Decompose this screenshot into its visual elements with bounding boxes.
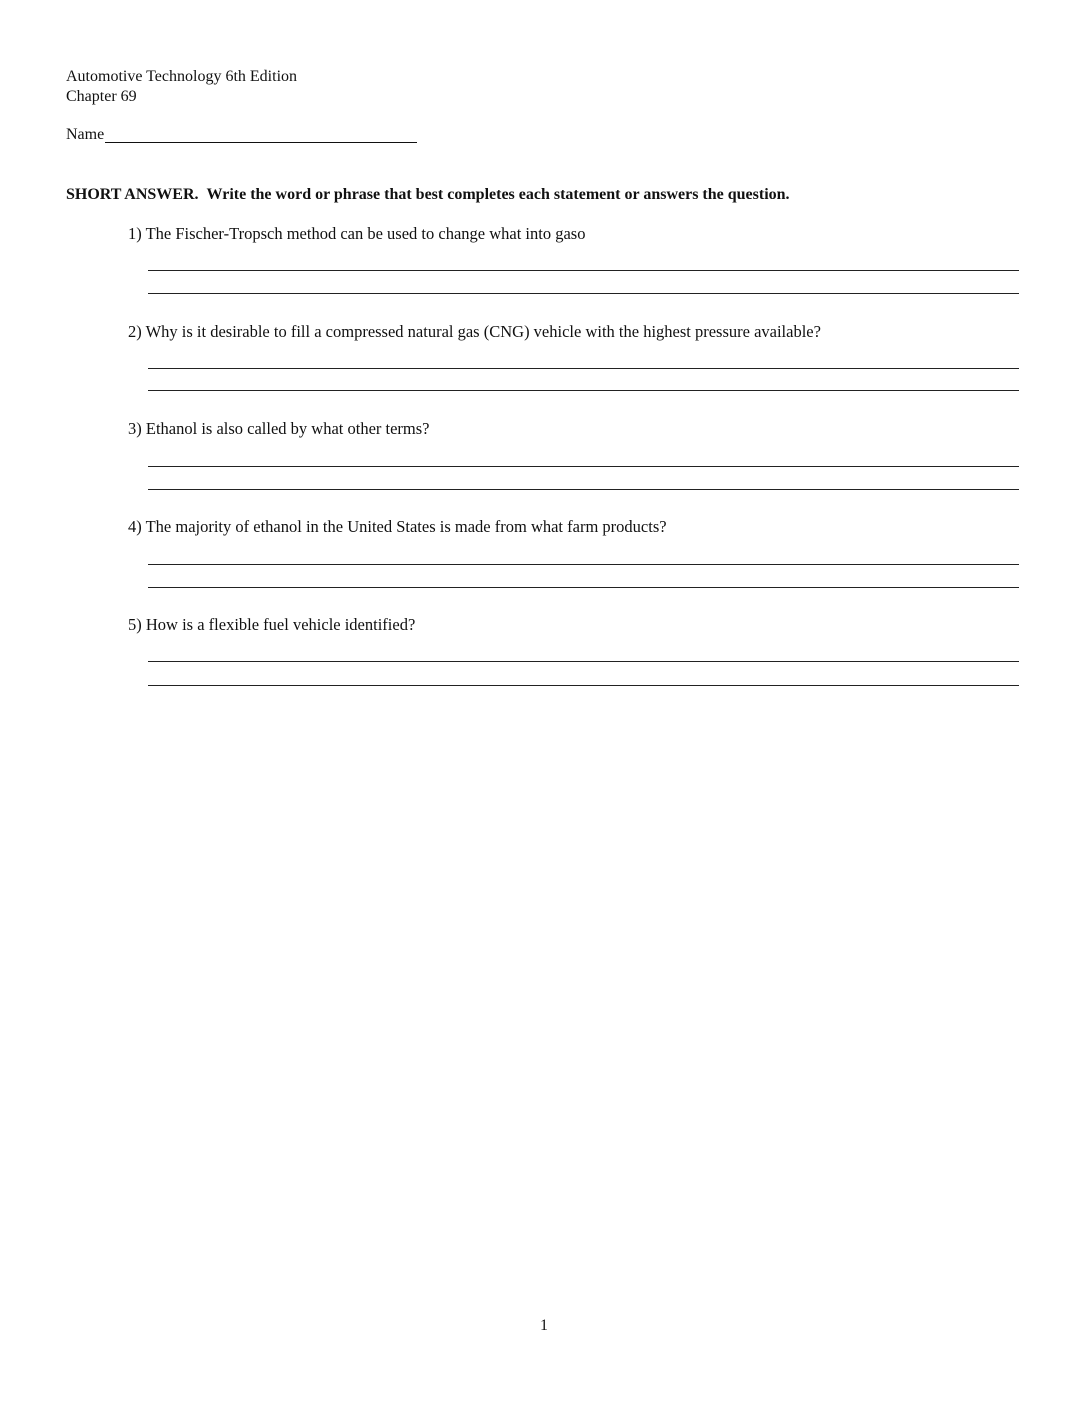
answer-line-2a[interactable] (148, 368, 1019, 369)
question-4 (128, 517, 667, 537)
document-title: Automotive Technology 6th Edition (66, 68, 298, 85)
page-number: 1 (540, 1317, 548, 1334)
answer-line-5b[interactable] (148, 685, 1019, 686)
answer-line-5a[interactable] (148, 661, 1019, 662)
answer-line-4b[interactable] (148, 587, 1019, 588)
answer-line-4a[interactable] (148, 564, 1019, 565)
chapter-label: Chapter 69 (66, 88, 137, 105)
question-text: How is a flexible fuel vehicle identified? (145, 615, 416, 634)
instructions-text: Write the word or phrase that best completes each statement or answers the question. (206, 186, 790, 203)
question-text: The majority of ethanol in the United States is made from what farm products? (145, 517, 667, 536)
question-number: 3) (128, 419, 142, 438)
question-2 (128, 322, 821, 342)
question-number: 4) (128, 517, 142, 536)
name-field-line[interactable] (105, 142, 417, 143)
section-instructions (66, 185, 790, 205)
question-text: Why is it desirable to fill a compressed natural gas (CNG) vehicle with the highest pressure available? (145, 322, 821, 341)
answer-line-2b[interactable] (148, 390, 1019, 391)
question-number: 1) (128, 224, 142, 243)
section-label: SHORT ANSWER. (66, 186, 199, 203)
answer-line-3a[interactable] (148, 466, 1019, 467)
question-text: Ethanol is also called by what other terms? (145, 419, 430, 438)
question-3 (128, 419, 430, 439)
answer-line-1b[interactable] (148, 293, 1019, 294)
question-number: 2) (128, 322, 142, 341)
name-row (66, 125, 417, 145)
answer-line-1a[interactable] (148, 270, 1019, 271)
question-text: The Fischer-Tropsch method can be used to change what into gaso (145, 224, 586, 243)
question-5 (128, 615, 415, 635)
question-number: 5) (128, 615, 142, 634)
question-1 (128, 224, 585, 244)
name-label: Name (66, 126, 105, 143)
answer-line-3b[interactable] (148, 489, 1019, 490)
